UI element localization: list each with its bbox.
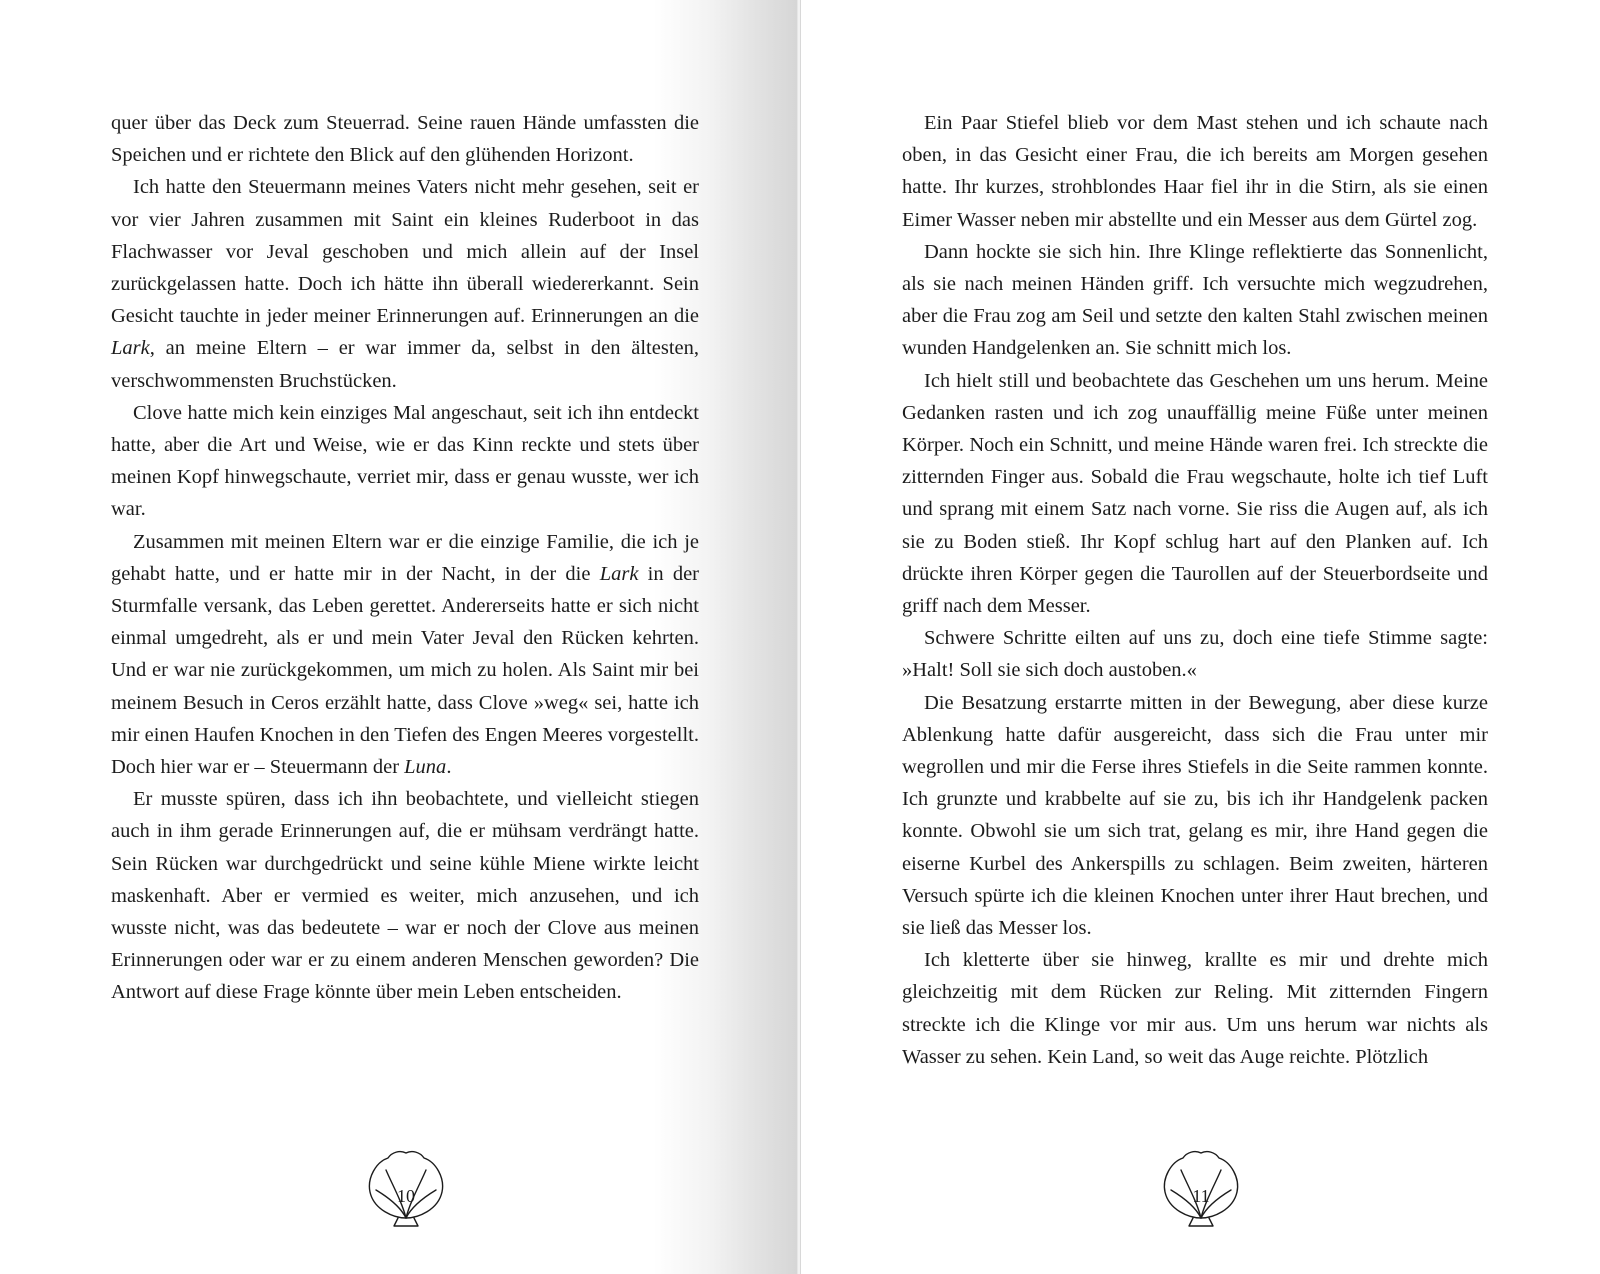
page-number: 11 <box>1192 1186 1210 1206</box>
right-page-text <box>902 107 1488 1073</box>
paragraph: quer über das Deck zum Steuerrad. Seine rauen Hände umfassten die Speichen und er richtete den Blick auf den glühenden Horizont. <box>111 112 699 167</box>
left-page <box>0 0 798 1274</box>
left-page-text <box>111 107 699 1009</box>
page-number-ornament <box>364 1146 448 1228</box>
paragraph: Die Besatzung erstarrte mitten in der Bewegung, aber diese kurze Ablenkung hatte dafür ausgereicht, dass sich die Frau unter mir wegrollen und mir die Ferse ihres Stiefels in die Seite rammen konnte. Ich grunzte und krabbelte auf sie zu, bis ich ihr Handgelenk packen konnte. Obwohl sie um sich trat, gelang es mir, ihre Hand gegen die eiserne Kurbel des Ankerspills zu schlagen. Beim zweiten, härteren Versuch spürte ich die kleinen Knochen unter ihrer Haut brechen, und sie ließ das Messer los. <box>902 691 1488 940</box>
paragraph: Ein Paar Stiefel blieb vor dem Mast stehen und ich schaute nach oben, in das Gesicht einer Frau, die ich bereits am Morgen gesehen hatte. Ihr kurzes, strohblondes Haar fiel ihr in die Stirn, als sie einen Eimer Wasser neben mir abstellte und ein Messer aus dem Gürtel zog. <box>902 112 1488 231</box>
page-number: 10 <box>397 1186 415 1206</box>
ship-name-luna: Luna <box>404 756 447 779</box>
paragraph: Schwere Schritte eilten auf uns zu, doch eine tiefe Stimme sagte: »Halt! Soll sie sich doch austoben.« <box>902 627 1488 682</box>
paragraph: Zusammen mit meinen Eltern war er die einzige Familie, die ich je gehabt hatte, und er hatte mir in der Nacht, in der die Lark in der Sturmfalle versank, das Leben gerettet. Andererseits hatte er sich nicht einmal umgedreht, als er und mein Vater Jeval den Rücken kehrten. Und er war nie zurückgekommen, um mich zu holen. Als Saint mir bei meinem Besuch in Ceros erzählt hatte, dass Clove »weg« sei, hatte ich mir einen Haufen Knochen in den Tiefen des Engen Meeres vorgestellt. Doch hier war er – Steuermann der Luna. <box>111 530 699 779</box>
paragraph: Ich hatte den Steuermann meines Vaters nicht mehr gesehen, seit er vor vier Jahren zusammen mit Saint ein kleines Ruderboot in das Flachwasser vor Jeval geschoben und mich allein auf der Insel zurückgelassen hatte. Doch ich hätte ihn überall wiedererkannt. Sein Gesicht tauchte in jeder meiner Erinnerungen auf. Erinnerungen an die Lark, an meine Eltern – er war immer da, selbst in den ältesten, verschwommensten Bruchstücken. <box>111 176 699 392</box>
page-number-ornament <box>1159 1146 1243 1228</box>
right-page <box>800 0 1600 1274</box>
paragraph: Dann hockte sie sich hin. Ihre Klinge reflektierte das Sonnenlicht, als sie nach meinen Händen griff. Ich versuchte mich wegzudrehen, aber die Frau zog am Seil und setzte den kalten Stahl zwischen meinen wunden Handgelenken an. Sie schnitt mich los. <box>902 240 1488 360</box>
ship-name-lark: Lark <box>111 337 150 360</box>
ship-name-lark: Lark <box>599 562 639 585</box>
paragraph: Er musste spüren, dass ich ihn beobachtete, und vielleicht stiegen auch in ihm gerade Erinnerungen auf, die er mühsam verdrängt hatte. Sein Rücken war durchgedrückt und seine kühle Miene wirkte leicht maskenhaft. Aber er vermied es weiter, mich anzusehen, und ich wusste nicht, was das bedeutete – war er noch der Clove aus meinen Erinnerungen oder war er zu einem anderen Menschen geworden? Die Antwort auf diese Frage könnte über mein Leben entscheiden. <box>111 788 699 1004</box>
paragraph: Ich hielt still und beobachtete das Geschehen um uns herum. Meine Gedanken rasten und ich zog unauffällig meine Füße unter meinen Körper. Noch ein Schnitt, und meine Hände waren frei. Ich streckte die zitternden Finger aus. Sobald die Frau wegschaute, holte ich tief Luft und sprang mit einem Satz nach vorne. Sie riss die Augen auf, als ich sie zu Boden stieß. Ihr Kopf schlug hart auf den Planken auf. Ich drückte ihren Körper gegen die Taurollen auf der Steuerbordseite und griff nach dem Messer. <box>902 369 1488 618</box>
paragraph: Ich kletterte über sie hinweg, krallte es mir und drehte mich gleichzeitig mit dem Rücken zur Reling. Mit zitternden Fingern streckte ich die Klinge vor mir aus. Um uns herum war nichts als Wasser zu sehen. Kein Land, so weit das Auge reichte. Plötzlich <box>902 949 1488 1068</box>
paragraph: Clove hatte mich kein einziges Mal angeschaut, seit ich ihn entdeckt hatte, aber die Art und Weise, wie er das Kinn reckte und stets über meinen Kopf hinwegschaute, verriet mir, dass er genau wusste, wer ich war. <box>111 401 699 521</box>
